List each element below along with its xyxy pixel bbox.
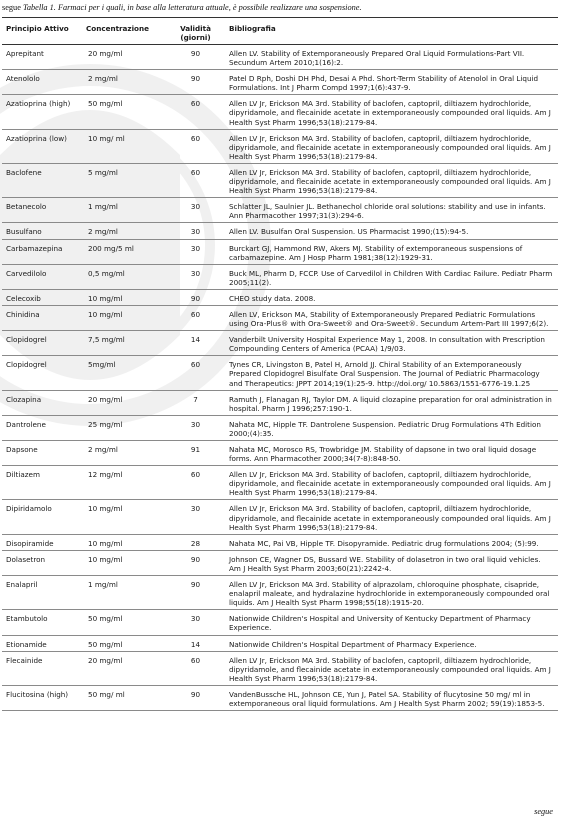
- header-principle: Principio Attivo: [2, 18, 82, 45]
- table-row: [2, 610, 558, 635]
- cell-principle: Etionamide: [2, 635, 82, 651]
- cell-principle: Atenololo: [2, 70, 82, 95]
- cell-validity: 30: [166, 223, 225, 239]
- cell-validity: 30: [166, 500, 225, 534]
- cell-concentration: 2 mg/ml: [82, 441, 166, 466]
- cell-principle: Flucitosina (high): [2, 685, 82, 710]
- cell-validity: 90: [166, 685, 225, 710]
- cell-concentration: 200 mg/5 ml: [82, 239, 166, 264]
- cell-principle: Busulfano: [2, 223, 82, 239]
- table-row: [2, 129, 558, 163]
- cell-bibliography: Allen LV Jr, Erickson MA 3rd. Stability of baclofen, captopril, diltiazem hydrochloride, dipyridamole, and flecainide acetate in extemporaneously compounded oral liquids. Am J Health Syst Pharm 1996;53(18):2179-84.: [225, 129, 558, 163]
- cell-principle: Clopidogrel: [2, 331, 82, 356]
- cell-validity: 30: [166, 239, 225, 264]
- cell-validity: 28: [166, 534, 225, 550]
- cell-validity: 14: [166, 635, 225, 651]
- cell-validity: 90: [166, 70, 225, 95]
- cell-principle: Clopidogrel: [2, 356, 82, 390]
- cell-concentration: 20 mg/ml: [82, 651, 166, 685]
- cell-validity: 60: [166, 651, 225, 685]
- cell-principle: Dapsone: [2, 441, 82, 466]
- cell-validity: 60: [166, 466, 225, 500]
- cell-concentration: 10 mg/ml: [82, 534, 166, 550]
- cell-bibliography: Allen LV Jr, Erickson MA 3rd. Stability of baclofen, captopril, diltiazem hydrochloride, dipyridamole, and flecainide acetate in extemporaneously compounded oral liquids. Am J Health Syst Pharm 1996;53(18):2179-84.: [225, 466, 558, 500]
- cell-validity: 60: [166, 163, 225, 197]
- cell-concentration: 20 mg/ml: [82, 390, 166, 415]
- cell-bibliography: Allen LV, Erickson MA, Stability of Extemporaneously Prepared Pediatric Formulations using Ora-Plus® with Ora-Sweet® and Ora-Sweet®. Secundum Artem-Part III 1997;6(2).: [225, 305, 558, 330]
- cell-validity: 60: [166, 305, 225, 330]
- header-concentration: Concentrazione: [82, 18, 166, 45]
- cell-principle: Chinidina: [2, 305, 82, 330]
- cell-concentration: 2 mg/ml: [82, 223, 166, 239]
- cell-concentration: 10 mg/ml: [82, 305, 166, 330]
- cell-bibliography: Nationwide Children's Hospital Department of Pharmacy Experience.: [225, 635, 558, 651]
- cell-validity: 7: [166, 390, 225, 415]
- header-validity-line2: (giorni): [180, 33, 211, 42]
- table-row: [2, 45, 558, 70]
- cell-principle: Aprepitant: [2, 45, 82, 70]
- cell-principle: Carvedilolo: [2, 264, 82, 289]
- table-row: [2, 390, 558, 415]
- continues-label: segue: [534, 807, 553, 816]
- cell-concentration: 1 mg/ml: [82, 198, 166, 223]
- cell-principle: Betanecolo: [2, 198, 82, 223]
- cell-bibliography: Vanderbilt University Hospital Experience May 1, 2008. In consultation with Prescription Compounding Centers of America (PCAA) 1/9/03.: [225, 331, 558, 356]
- cell-principle: Celecoxib: [2, 289, 82, 305]
- cell-bibliography: Allen LV Jr, Erickson MA 3rd. Stability of baclofen, captopril, diltiazem hydrochloride, dipyridamole, and flecainide acetate in extemporaneously compounded oral liquids. Am J Health Syst Pharm 1996;53(18):2179-84.: [225, 163, 558, 197]
- table-row: [2, 223, 558, 239]
- cell-concentration: 10 mg/ml: [82, 500, 166, 534]
- cell-validity: 90: [166, 550, 225, 575]
- table-row: [2, 415, 558, 440]
- cell-bibliography: Nahata MC, Pai VB, Hipple TF. Disopyramide. Pediatric drug formulations 2004; (5):99.: [225, 534, 558, 550]
- cell-concentration: 1 mg/ml: [82, 576, 166, 610]
- table-row: [2, 95, 558, 129]
- cell-principle: Flecainide: [2, 651, 82, 685]
- cell-bibliography: Allen LV Jr, Erickson MA 3rd. Stability of alprazolam, chloroquine phosphate, cisapride, enalapril maleate, and hydralazine hydrochloride in extemporaneously compounded oral liquids. Am J Health Syst Pharm 1998;55(18):1915-20.: [225, 576, 558, 610]
- header-validity-line1: Validità: [180, 24, 211, 33]
- cell-bibliography: Patel D Rph, Doshi DH Phd, Desai A Phd. Short-Term Stability of Atenolol in Oral Liquid Formulations. Int J Pharm Compd 1997;1(6):437-9.: [225, 70, 558, 95]
- table-row: [2, 550, 558, 575]
- table-header-row: [2, 18, 558, 45]
- table-row: [2, 331, 558, 356]
- table-row: [2, 685, 558, 710]
- cell-concentration: 50 mg/ml: [82, 95, 166, 129]
- cell-validity: 60: [166, 95, 225, 129]
- cell-validity: 90: [166, 45, 225, 70]
- cell-concentration: 50 mg/ ml: [82, 685, 166, 710]
- cell-validity: 30: [166, 264, 225, 289]
- table-row: [2, 163, 558, 197]
- cell-principle: Dipiridamolo: [2, 500, 82, 534]
- cell-validity: 90: [166, 289, 225, 305]
- cell-validity: 30: [166, 198, 225, 223]
- table-row: [2, 264, 558, 289]
- cell-validity: 30: [166, 610, 225, 635]
- cell-bibliography: Allen LV Jr, Erickson MA 3rd. Stability of baclofen, captopril, diltiazem hydrochloride, dipyridamole, and flecainide acetate in extemporaneously compounded oral liquids. Am J Health Syst Pharm 1996;53(18):2179-84.: [225, 95, 558, 129]
- table-row: [2, 466, 558, 500]
- cell-bibliography: Allen LV. Busulfan Oral Suspension. US Pharmacist 1990;(15):94-5.: [225, 223, 558, 239]
- cell-bibliography: Ramuth J, Flanagan RJ, Taylor DM. A liquid clozapine preparation for oral administration in hospital. Pharm J 1996;257:190-1.: [225, 390, 558, 415]
- cell-validity: 14: [166, 331, 225, 356]
- cell-bibliography: CHEO study data. 2008.: [225, 289, 558, 305]
- cell-principle: Enalapril: [2, 576, 82, 610]
- cell-principle: Azatioprina (low): [2, 129, 82, 163]
- cell-bibliography: Nahata MC, Hipple TF. Dantrolene Suspension. Pediatric Drug Formulations 4Th Edition 2000;(4):35.: [225, 415, 558, 440]
- table-caption: [2, 3, 558, 12]
- table-row: [2, 635, 558, 651]
- cell-principle: Baclofene: [2, 163, 82, 197]
- table-row: [2, 198, 558, 223]
- cell-concentration: 5 mg/ml: [82, 163, 166, 197]
- table-row: [2, 651, 558, 685]
- cell-concentration: 20 mg/ml: [82, 45, 166, 70]
- cell-validity: 30: [166, 415, 225, 440]
- cell-principle: Azatioprina (high): [2, 95, 82, 129]
- cell-concentration: 2 mg/ml: [82, 70, 166, 95]
- cell-principle: Carbamazepina: [2, 239, 82, 264]
- cell-bibliography: Johnson CE, Wagner DS, Bussard WE. Stability of dolasetron in two oral liquid vehicles. Am J Health Syst Pharm 2003;60(21):2242-4.: [225, 550, 558, 575]
- table-row: [2, 70, 558, 95]
- header-validity: [166, 18, 225, 45]
- table-row: [2, 500, 558, 534]
- header-bibliography: Bibliografia: [225, 18, 558, 45]
- caption-lead: segue: [2, 3, 21, 12]
- table-row: [2, 239, 558, 264]
- cell-bibliography: Nationwide Children's Hospital and University of Kentucky Department of Pharmacy Experience.: [225, 610, 558, 635]
- cell-bibliography: Tynes CR, Livingston B, Patel H, Arnold JJ. Chiral Stability of an Extemporaneously Prepared Clopidogrel Bisulfate Oral Suspension. The Journal of Pediatric Pharmacology and Therapeutics: JPPT 2014;19(1):25-9. http://doi.org/ 10.5863/1551-6776-19.1.25: [225, 356, 558, 390]
- table-row: [2, 305, 558, 330]
- cell-bibliography: Allen LV Jr, Erickson MA 3rd. Stability of baclofen, captopril, diltiazem hydrochloride, dipyridamole, and flecainide acetate in extemporaneously compounded oral liquids. Am J Health Syst Pharm 1996;53(18):2179-84.: [225, 500, 558, 534]
- cell-validity: 60: [166, 129, 225, 163]
- cell-principle: Diltiazem: [2, 466, 82, 500]
- cell-concentration: 7,5 mg/ml: [82, 331, 166, 356]
- cell-validity: 60: [166, 356, 225, 390]
- cell-bibliography: VandenBussche HL, Johnson CE, Yun J, Patel SA. Stability of flucytosine 50 mg/ ml in extemporaneous oral liquid formulations. Am J Health Syst Pharm 2002; 59(19):1853-5.: [225, 685, 558, 710]
- table-row: [2, 289, 558, 305]
- cell-validity: 91: [166, 441, 225, 466]
- cell-validity: 90: [166, 576, 225, 610]
- table-row: [2, 576, 558, 610]
- cell-concentration: 10 mg/ ml: [82, 129, 166, 163]
- cell-concentration: 50 mg/ml: [82, 610, 166, 635]
- cell-principle: Disopiramide: [2, 534, 82, 550]
- cell-concentration: 10 mg/ml: [82, 289, 166, 305]
- cell-principle: Etambutolo: [2, 610, 82, 635]
- table-row: [2, 534, 558, 550]
- cell-principle: Clozapina: [2, 390, 82, 415]
- cell-bibliography: Buck ML, Pharm D, FCCP. Use of Carvedilol in Children With Cardiac Failure. Pediatr Pharm 2005;11(2).: [225, 264, 558, 289]
- table-row: [2, 441, 558, 466]
- cell-concentration: 12 mg/ml: [82, 466, 166, 500]
- cell-concentration: 0,5 mg/ml: [82, 264, 166, 289]
- cell-principle: Dantrolene: [2, 415, 82, 440]
- cell-principle: Dolasetron: [2, 550, 82, 575]
- table-row: [2, 356, 558, 390]
- cell-concentration: 5mg/ml: [82, 356, 166, 390]
- cell-concentration: 25 mg/ml: [82, 415, 166, 440]
- cell-bibliography: Nahata MC, Morosco RS, Trowbridge JM. Stability of dapsone in two oral liquid dosage forms. Ann Pharmacother 2000;34(7-8):848-50.: [225, 441, 558, 466]
- cell-bibliography: Burckart GJ, Hammond RW, Akers MJ. Stability of extemporaneous suspensions of carbamazepine. Am J Hosp Pharm 1981;38(12):1929-31.: [225, 239, 558, 264]
- cell-concentration: 50 mg/ml: [82, 635, 166, 651]
- cell-bibliography: Allen LV. Stability of Extemporaneously Prepared Oral Liquid Formulations-Part VII. Secundum Artem 2010;1(16):2.: [225, 45, 558, 70]
- cell-bibliography: Schlatter JL, Saulnier JL. Bethanechol chloride oral solutions: stability and use in infants. Ann Pharmacother 1997;31(3):294-6.: [225, 198, 558, 223]
- cell-concentration: 10 mg/ml: [82, 550, 166, 575]
- drugs-table: [2, 17, 558, 711]
- cell-bibliography: Allen LV Jr, Erickson MA 3rd. Stability of baclofen, captopril, diltiazem hydrochloride, dipyridamole, and flecainide acetate in extemporaneously compounded oral liquids. Am J Health Syst Pharm 1996;53(18):2179-84.: [225, 651, 558, 685]
- caption-title: Tabella 1. Farmaci per i quali, in base alla letteratura attuale, è possibile realizzare una sospensione.: [22, 3, 362, 12]
